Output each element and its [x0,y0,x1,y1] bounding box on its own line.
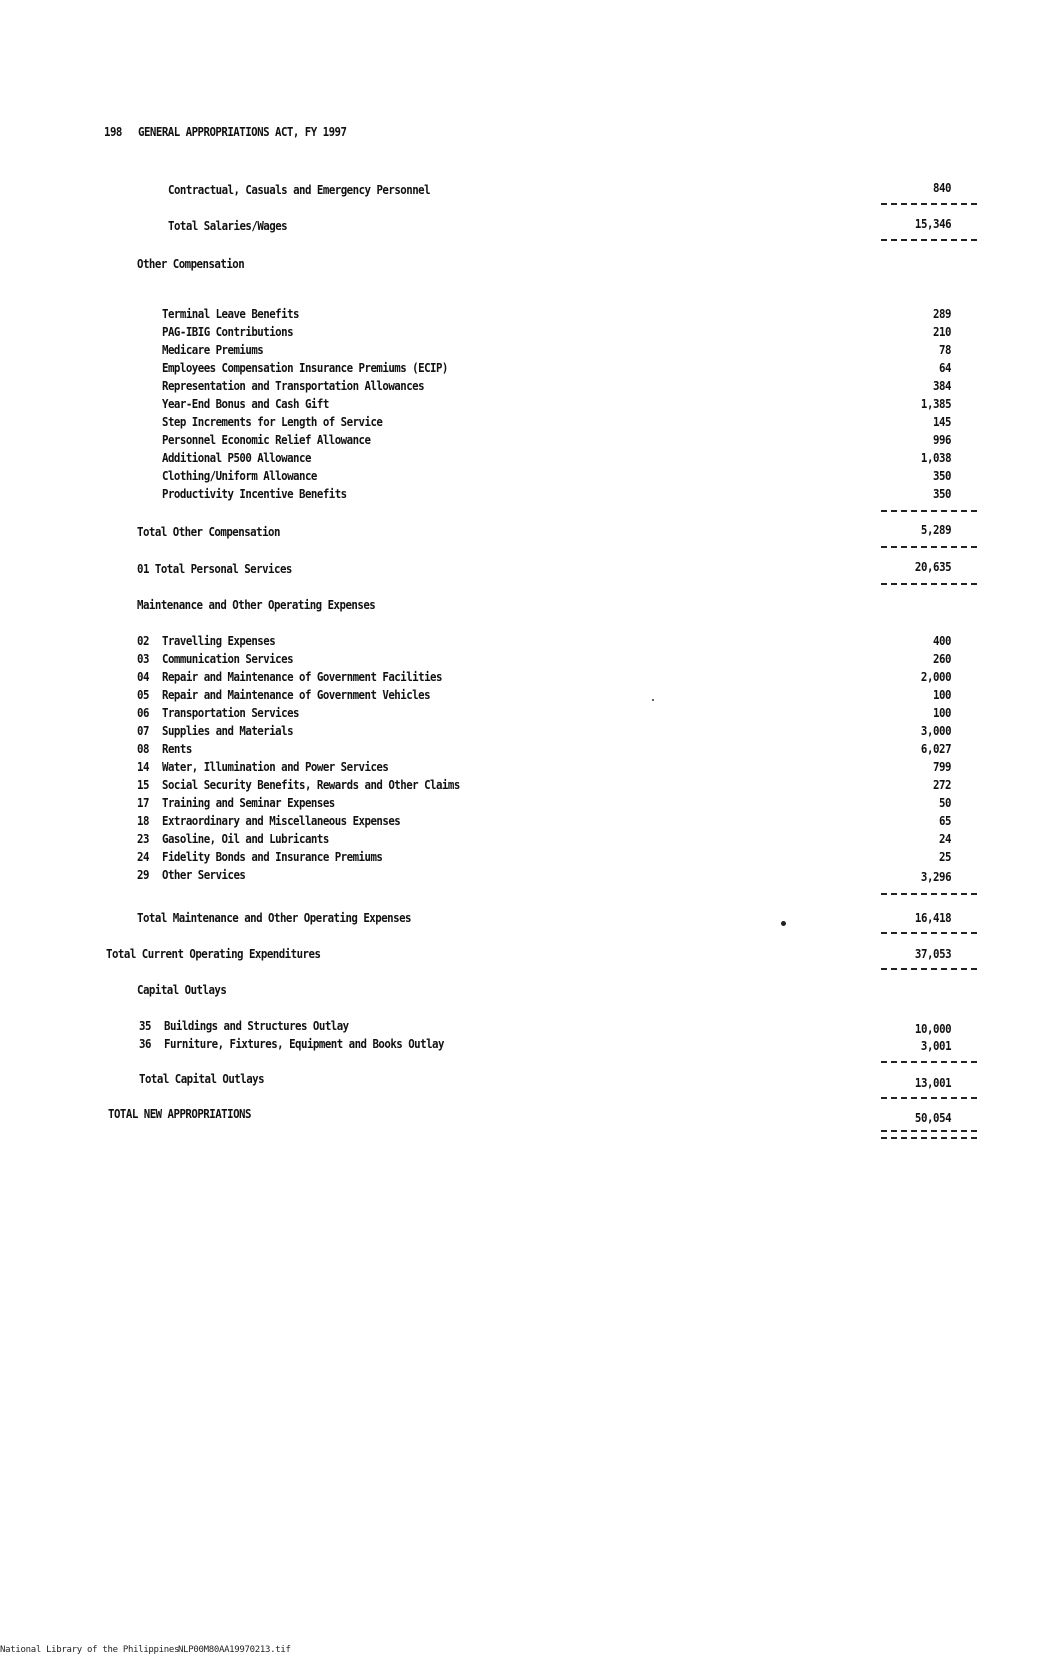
total-mooe-amount: 16,418 [914,910,951,925]
oc-item-label: Medicare Premiums [162,342,264,357]
capital-item-code: 35 [139,1018,151,1033]
total-salaries-label: Total Salaries/Wages [168,218,288,233]
mooe-item-amount: 260 [932,651,951,666]
footer-file: NLP00M80AA19970213.tif [178,1645,291,1655]
mooe-item-code: 03 [137,651,149,666]
mooe-item-amount: 65 [938,813,951,828]
mooe-item-amount: 24 [938,831,951,846]
scan-speck [781,921,786,926]
rule [881,1097,977,1099]
contractual-amount: 840 [932,180,951,195]
mooe-item-amount: 3,296 [920,869,951,884]
oc-item-amount: 1,385 [920,396,951,411]
mooe-item-code: 06 [137,705,149,720]
rule [881,1061,977,1063]
total-capital-outlays-amount: 13,001 [914,1075,951,1090]
mooe-item-amount: 100 [932,705,951,720]
oc-item-amount: 350 [932,468,951,483]
mooe-item-amount: 25 [938,849,951,864]
other-compensation-heading: Other Compensation [137,256,245,271]
mooe-item-code: 29 [137,867,149,882]
mooe-item-code: 18 [137,813,149,828]
scan-speck [652,699,654,701]
rule [881,239,977,241]
rule [881,932,977,934]
mooe-item-code: 17 [137,795,149,810]
rule [881,203,977,205]
mooe-item-label: Communication Services [162,651,294,666]
double-rule [881,1130,977,1139]
mooe-item-code: 07 [137,723,149,738]
capital-outlays-heading: Capital Outlays [137,982,227,997]
oc-item-amount: 384 [932,378,951,393]
oc-item-label: Year-End Bonus and Cash Gift [162,396,329,411]
total-personal-services-label: 01 Total Personal Services [137,561,292,576]
capital-item-amount: 3,001 [920,1038,951,1053]
contractual-label: Contractual, Casuals and Emergency Personnel [168,182,431,197]
oc-item-amount: 145 [932,414,951,429]
capital-item-amount: 10,000 [914,1021,951,1036]
oc-item-amount: 1,038 [920,450,951,465]
total-mooe-label: Total Maintenance and Other Operating Expenses [137,910,411,925]
total-other-compensation-label: Total Other Compensation [137,524,280,539]
mooe-item-code: 15 [137,777,149,792]
oc-item-label: Clothing/Uniform Allowance [162,468,317,483]
page-number: 198 [104,124,122,139]
mooe-item-amount: 100 [932,687,951,702]
mooe-item-amount: 6,027 [920,741,951,756]
oc-item-label: Additional P500 Allowance [162,450,311,465]
mooe-item-amount: 2,000 [920,669,951,684]
rule [881,546,977,548]
oc-item-label: Terminal Leave Benefits [162,306,299,321]
footer-source: National Library of the Philippines [0,1645,180,1655]
mooe-item-label: Fidelity Bonds and Insurance Premiums [162,849,383,864]
page-title: GENERAL APPROPRIATIONS ACT, FY 1997 [138,124,347,139]
oc-item-label: Representation and Transportation Allowances [162,378,425,393]
oc-item-amount: 64 [938,360,951,375]
mooe-item-label: Repair and Maintenance of Government Facilities [162,669,442,684]
mooe-item-label: Training and Seminar Expenses [162,795,335,810]
mooe-item-label: Transportation Services [162,705,299,720]
total-salaries-amount: 15,346 [914,216,951,231]
oc-item-amount: 350 [932,486,951,501]
total-current-operating-label: Total Current Operating Expenditures [106,946,321,961]
capital-item-code: 36 [139,1036,151,1051]
mooe-item-code: 23 [137,831,149,846]
total-personal-services-amount: 20,635 [914,559,951,574]
mooe-item-amount: 50 [938,795,951,810]
mooe-item-label: Travelling Expenses [162,633,276,648]
mooe-item-code: 24 [137,849,149,864]
mooe-item-code: 02 [137,633,149,648]
mooe-item-amount: 799 [932,759,951,774]
oc-item-amount: 996 [932,432,951,447]
mooe-item-label: Rents [162,741,192,756]
rule [881,510,977,512]
mooe-item-code: 04 [137,669,149,684]
mooe-item-amount: 400 [932,633,951,648]
mooe-item-code: 14 [137,759,149,774]
rule [881,583,977,585]
total-capital-outlays-label: Total Capital Outlays [139,1071,265,1086]
mooe-heading: Maintenance and Other Operating Expenses [137,597,376,612]
mooe-item-amount: 3,000 [920,723,951,738]
mooe-item-label: Repair and Maintenance of Government Vehicles [162,687,431,702]
capital-item-label: Furniture, Fixtures, Equipment and Books Outlay [164,1036,444,1051]
total-other-compensation-amount: 5,289 [920,522,951,537]
mooe-item-code: 08 [137,741,149,756]
mooe-item-label: Other Services [162,867,246,882]
oc-item-label: Step Increments for Length of Service [162,414,383,429]
mooe-item-label: Water, Illumination and Power Services [162,759,389,774]
rule [881,893,977,895]
oc-item-label: Productivity Incentive Benefits [162,486,347,501]
mooe-item-label: Social Security Benefits, Rewards and Other Claims [162,777,460,792]
oc-item-amount: 210 [932,324,951,339]
oc-item-label: Employees Compensation Insurance Premiums (ECIP) [162,360,448,375]
mooe-item-code: 05 [137,687,149,702]
oc-item-amount: 78 [938,342,951,357]
total-new-appropriations-label: TOTAL NEW APPROPRIATIONS [108,1106,251,1121]
oc-item-amount: 289 [932,306,951,321]
mooe-item-amount: 272 [932,777,951,792]
oc-item-label: Personnel Economic Relief Allowance [162,432,371,447]
mooe-item-label: Supplies and Materials [162,723,294,738]
total-current-operating-amount: 37,053 [914,946,951,961]
mooe-item-label: Extraordinary and Miscellaneous Expenses [162,813,401,828]
mooe-item-label: Gasoline, Oil and Lubricants [162,831,329,846]
capital-item-label: Buildings and Structures Outlay [164,1018,349,1033]
oc-item-label: PAG-IBIG Contributions [162,324,294,339]
rule [881,968,977,970]
total-new-appropriations-amount: 50,054 [914,1110,951,1125]
